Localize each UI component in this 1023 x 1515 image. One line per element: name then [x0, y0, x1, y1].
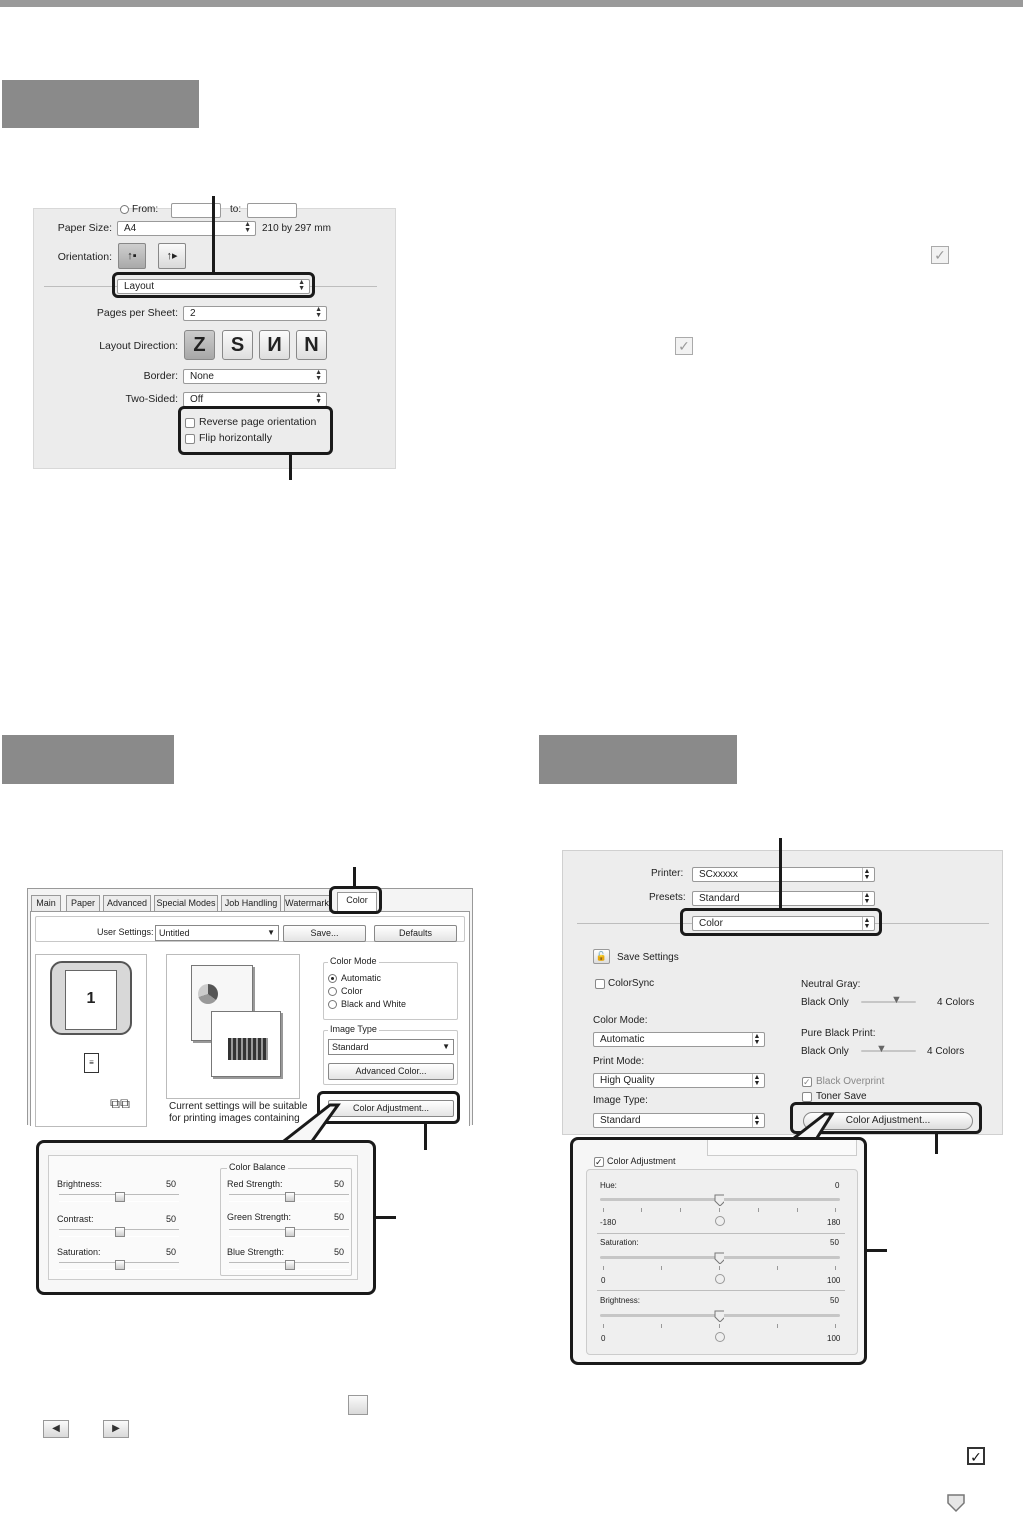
hue-center-marker	[715, 1216, 725, 1226]
from-label: From:	[132, 204, 159, 215]
stepper-arrows-icon: ▲ ▼	[315, 306, 322, 319]
document-icon: ≡	[84, 1053, 99, 1073]
printer-value: SCxxxxx	[699, 869, 738, 880]
direction-n-button[interactable]: N	[296, 330, 327, 360]
reverse-page-orientation-label: Reverse page orientation	[199, 416, 317, 428]
brightness-label: Brightness:	[600, 1296, 641, 1305]
brightness-value: 50	[166, 1179, 177, 1189]
direction-reverse-n-button[interactable]: И	[259, 330, 290, 360]
color-mode-color-radio[interactable]	[328, 987, 337, 996]
tick-mark	[835, 1324, 836, 1328]
callout-leader	[376, 1216, 396, 1219]
presets-value: Standard	[699, 893, 740, 904]
saturation-label: Saturation:	[600, 1238, 639, 1247]
callout-leader	[424, 1124, 427, 1150]
windows-color-adjustment-panel	[36, 1140, 376, 1295]
paper-size-label: Paper Size:	[57, 222, 112, 234]
print-mode-value: High Quality	[600, 1075, 655, 1086]
neutral-gray-black-only: Black Only	[801, 997, 849, 1008]
paper-size-select[interactable]	[117, 221, 256, 236]
direction-z-button[interactable]: Z	[184, 330, 215, 360]
user-settings-select[interactable]	[155, 925, 279, 941]
pure-black-print-label: Pure Black Print:	[801, 1028, 876, 1039]
multiple-copies-icon: ⧉⧉	[110, 1095, 130, 1111]
pure-black-black-only: Black Only	[801, 1046, 849, 1057]
slider-thumb-icon	[348, 1395, 368, 1415]
image-type-title: Image Type	[330, 1024, 377, 1034]
stepper-arrows-icon: ▲ ▼	[753, 1033, 761, 1046]
brightness-value: 50	[830, 1296, 839, 1305]
tick-mark	[719, 1324, 720, 1328]
brightness-center-marker	[715, 1332, 725, 1342]
sample-image-preview	[166, 954, 300, 1099]
tab-special-modes[interactable]: Special Modes	[154, 895, 218, 911]
two-sided-select[interactable]	[183, 392, 327, 407]
landscape-icon: ↑▸	[166, 250, 178, 262]
color-mode-select[interactable]	[593, 1032, 765, 1047]
saturation-value: 50	[830, 1238, 839, 1247]
tick-mark	[797, 1208, 798, 1212]
color-mode-automatic-label: Automatic	[341, 973, 382, 983]
neutral-gray-slider-thumb[interactable]: ▼	[891, 994, 902, 1006]
contrast-value: 50	[166, 1214, 177, 1224]
pie-chart-thumbnail	[198, 984, 218, 1004]
brightness-min: 0	[601, 1334, 606, 1343]
color-balance-title: Color Balance	[229, 1162, 286, 1172]
landscape-orientation-button[interactable]	[158, 243, 186, 269]
layout-direction-label: Layout Direction:	[99, 340, 178, 352]
divider	[597, 1233, 845, 1234]
blue-strength-value: 50	[334, 1247, 345, 1257]
top-rule	[0, 0, 1023, 7]
colorsync-checkbox[interactable]	[595, 979, 605, 989]
color-adjustment-button[interactable]: Color Adjustment...	[803, 1112, 973, 1130]
brightness-slider-thumb[interactable]	[714, 1310, 724, 1322]
checkboxes-callout	[178, 406, 333, 455]
checkmark-icon: ✓	[931, 246, 949, 264]
tick-mark	[641, 1208, 642, 1212]
save-button[interactable]: Save...	[283, 925, 366, 942]
image-type-value: Standard	[332, 1042, 369, 1052]
layout-menu-callout	[112, 272, 315, 298]
color-menu-value: Color	[699, 918, 723, 929]
presets-label: Presets:	[649, 892, 686, 903]
mac-color-adjustment-panel	[570, 1137, 867, 1365]
info-text-line-1: Current settings will be suitable	[169, 1101, 308, 1112]
green-strength-label: Green Strength:	[227, 1212, 292, 1222]
sample-page-front	[211, 1011, 281, 1077]
tick-mark	[835, 1208, 836, 1212]
save-settings-label: Save Settings	[617, 952, 679, 963]
user-settings-value: Untitled	[159, 928, 190, 938]
tick-mark	[719, 1266, 720, 1270]
brightness-slider-thumb[interactable]	[115, 1192, 125, 1202]
section-header-block	[539, 735, 737, 784]
color-adjustment-checkbox[interactable]: ✓	[595, 1157, 603, 1167]
red-strength-value: 50	[334, 1179, 345, 1189]
hue-min: -180	[600, 1218, 617, 1227]
color-adjustment-button[interactable]: Color Adjustment...	[328, 1100, 454, 1117]
toner-save-label: Toner Save	[816, 1091, 867, 1102]
tab-main[interactable]: Main	[31, 895, 61, 911]
tick-mark	[680, 1208, 681, 1212]
print-mode-select[interactable]	[593, 1073, 765, 1088]
black-overprint-checkbox[interactable]: ✓	[803, 1077, 811, 1087]
defaults-button[interactable]: Defaults	[374, 925, 457, 942]
saturation-value: 50	[166, 1247, 177, 1257]
advanced-color-button[interactable]: Advanced Color...	[328, 1063, 454, 1080]
hue-label: Hue:	[600, 1181, 617, 1190]
to-label: to:	[230, 204, 242, 215]
callout-leader	[289, 455, 292, 480]
direction-s-button[interactable]: S	[222, 330, 253, 360]
checkmark-icon: ✓	[675, 337, 693, 355]
color-mode-color-label: Color	[341, 986, 363, 996]
tick-mark	[603, 1324, 604, 1328]
page-number: 1	[86, 990, 96, 1007]
slider-right-arrow-icon: ▶	[103, 1420, 129, 1438]
color-mode-title: Color Mode	[330, 956, 377, 966]
tick-mark	[758, 1208, 759, 1212]
border-select[interactable]	[183, 369, 327, 384]
popup-pointer	[270, 1100, 360, 1145]
toner-save-checkbox[interactable]	[802, 1092, 812, 1102]
page-preview-sheet	[65, 970, 117, 1030]
tick-mark	[777, 1266, 778, 1270]
stepper-arrows-icon: ▲ ▼	[863, 868, 871, 881]
tab-color[interactable]: Color	[337, 892, 377, 911]
color-mode-automatic-radio[interactable]	[328, 974, 337, 983]
pages-per-sheet-value: 2	[190, 308, 196, 319]
image-type-label: Image Type:	[593, 1095, 648, 1106]
tick-mark	[603, 1208, 604, 1212]
tab-paper[interactable]: Paper	[66, 895, 100, 911]
divider	[597, 1290, 845, 1291]
green-strength-value: 50	[334, 1212, 345, 1222]
brightness-label: Brightness:	[57, 1179, 103, 1189]
layout-menu-value: Layout	[124, 281, 155, 292]
checked-checkbox-icon: ✓	[967, 1447, 985, 1465]
color-mode-label: Color Mode:	[593, 1015, 648, 1026]
windows-color-tab-dialog	[27, 888, 473, 1125]
tab-job-handling[interactable]: Job Handling	[221, 895, 281, 911]
tick-mark	[661, 1266, 662, 1270]
hue-max: 180	[827, 1218, 841, 1227]
slider-left-arrow-icon: ◀	[43, 1420, 69, 1438]
pure-black-slider-thumb[interactable]: ▼	[876, 1043, 887, 1055]
adjustment-tab-strip	[707, 1140, 857, 1156]
border-label: Border:	[143, 370, 178, 382]
photo-thumbnail	[228, 1038, 268, 1060]
pages-per-sheet-label: Pages per Sheet:	[96, 307, 178, 319]
color-mode-bw-radio[interactable]	[328, 1000, 337, 1009]
stepper-arrows-icon: ▲ ▼	[315, 392, 322, 405]
color-tab-callout	[329, 886, 382, 914]
two-sided-value: Off	[190, 394, 204, 405]
page-preview-panel	[35, 954, 147, 1127]
two-sided-label: Two-Sided:	[125, 393, 178, 405]
pages-per-sheet-select[interactable]	[183, 306, 327, 321]
neutral-gray-four-colors: 4 Colors	[937, 997, 975, 1008]
blue-strength-slider-thumb[interactable]	[285, 1260, 295, 1270]
paper-size-value: A4	[124, 223, 137, 234]
color-menu-callout	[680, 908, 882, 936]
to-field[interactable]	[247, 203, 297, 218]
stepper-arrows-icon: ▲ ▼	[244, 221, 251, 234]
color-mode-bw-label: Black and White	[341, 999, 407, 1009]
dropdown-arrow-icon: ▼	[442, 1042, 450, 1051]
pure-black-slider[interactable]	[861, 1050, 916, 1052]
stepper-arrows-icon: ▲ ▼	[315, 369, 322, 382]
hue-slider-thumb[interactable]	[714, 1194, 724, 1206]
saturation-min: 0	[601, 1276, 606, 1285]
presets-select[interactable]	[692, 891, 875, 906]
dropdown-arrow-icon: ▼	[267, 928, 275, 937]
save-settings-icon[interactable]: 🔓	[593, 949, 610, 964]
callout-leader	[353, 867, 356, 888]
saturation-center-marker	[715, 1274, 725, 1284]
printer-label: Printer:	[651, 868, 684, 879]
print-mode-label: Print Mode:	[593, 1056, 645, 1067]
contrast-slider-thumb[interactable]	[115, 1227, 125, 1237]
tab-watermark[interactable]: Watermark	[284, 895, 330, 911]
portrait-icon: ↑▪	[127, 250, 137, 262]
colorsync-label: ColorSync	[608, 978, 655, 989]
paper-dimensions: 210 by 297 mm	[262, 223, 331, 234]
callout-leader	[935, 1134, 938, 1154]
stepper-arrows-icon: ▲ ▼	[753, 1074, 761, 1087]
blue-strength-label: Blue Strength:	[227, 1247, 285, 1257]
tick-mark	[661, 1324, 662, 1328]
section-header-block	[2, 80, 199, 128]
callout-leader	[867, 1249, 887, 1252]
user-settings-label: User Settings:	[97, 927, 154, 937]
portrait-orientation-button[interactable]	[118, 243, 146, 269]
saturation-slider-thumb[interactable]	[714, 1252, 724, 1264]
tick-mark	[603, 1266, 604, 1270]
tick-mark	[719, 1208, 720, 1212]
border-value: None	[190, 371, 214, 382]
stepper-arrows-icon: ▲ ▼	[298, 279, 305, 292]
red-strength-slider-thumb[interactable]	[285, 1192, 295, 1202]
color-adjustment-title: Color Adjustment	[607, 1156, 676, 1166]
brightness-max: 100	[827, 1334, 841, 1343]
orientation-label: Orientation:	[57, 251, 112, 263]
saturation-slider-thumb[interactable]	[115, 1260, 125, 1270]
callout-leader	[779, 838, 782, 910]
pure-black-four-colors: 4 Colors	[927, 1046, 965, 1057]
stepper-arrows-icon: ▲ ▼	[863, 917, 871, 930]
neutral-gray-slider[interactable]	[861, 1001, 916, 1003]
stepper-arrows-icon: ▲ ▼	[863, 892, 871, 905]
black-overprint-label: Black Overprint	[816, 1076, 885, 1087]
callout-leader	[212, 196, 215, 272]
color-mode-value: Automatic	[600, 1034, 645, 1045]
contrast-label: Contrast:	[57, 1214, 94, 1224]
neutral-gray-label: Neutral Gray:	[801, 979, 861, 990]
image-type-value: Standard	[600, 1115, 641, 1126]
image-type-select[interactable]	[593, 1113, 765, 1128]
from-radio[interactable]	[120, 205, 129, 214]
slider-thumb-icon	[946, 1493, 966, 1513]
image-type-select[interactable]	[328, 1039, 454, 1055]
hue-value: 0	[835, 1181, 840, 1190]
red-strength-label: Red Strength:	[227, 1179, 283, 1189]
tick-mark	[777, 1324, 778, 1328]
saturation-max: 100	[827, 1276, 841, 1285]
flip-horizontally-label: Flip horizontally	[199, 432, 272, 444]
section-header-block	[2, 735, 174, 784]
mac-color-dialog	[562, 850, 1003, 1135]
green-strength-slider-thumb[interactable]	[285, 1227, 295, 1237]
tab-advanced[interactable]: Advanced	[103, 895, 151, 911]
tick-mark	[835, 1266, 836, 1270]
printer-select[interactable]	[692, 867, 875, 882]
info-text-line-2: for printing images containing	[169, 1113, 300, 1124]
saturation-label: Saturation:	[57, 1247, 101, 1257]
stepper-arrows-icon: ▲ ▼	[753, 1114, 761, 1127]
